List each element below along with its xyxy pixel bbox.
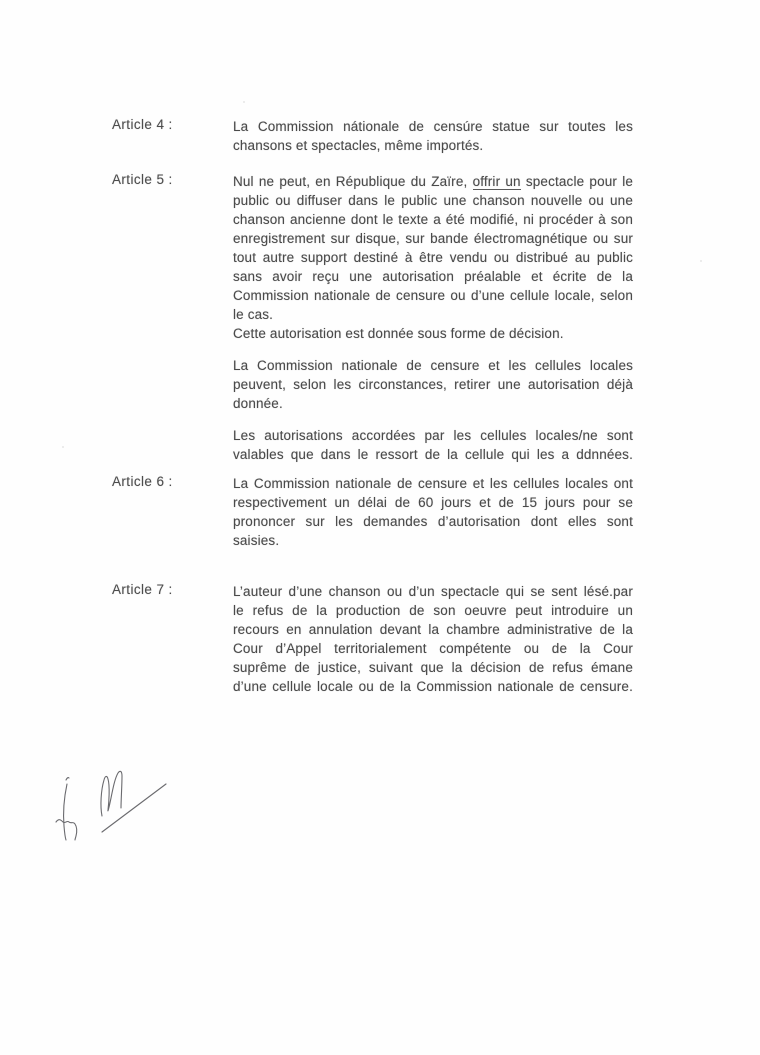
paragraph <box>233 356 633 413</box>
text-line: le refus de la production de son oeuvre peut introduire un <box>233 603 633 618</box>
article-label: Article 7 : <box>112 582 173 597</box>
text-line: sans avoir reçu une autorisation préalable et écrite de la <box>233 269 633 284</box>
text-line: La Commission nationale de censure et les cellules locales ont <box>233 476 633 491</box>
text-line: La Commission nationale de censure et les cellules locales <box>233 358 633 373</box>
article-body <box>233 582 633 709</box>
text-line: recours en annulation devant la chambre administrative de la <box>233 622 633 637</box>
article-label: Article 5 : <box>112 172 173 187</box>
paragraph <box>233 582 633 696</box>
text-line: valables que dans le ressort de la cellule qui les a ddnnées. <box>233 447 633 462</box>
paragraph <box>233 474 633 550</box>
text-line: Les autorisations accordées par les cellules locales/ne sont <box>233 428 633 443</box>
scan-speckle <box>700 260 702 262</box>
article-label: Article 4 : <box>112 117 173 132</box>
text-line: chansons et spectacles, même importés. <box>233 138 484 153</box>
text-line: enregistrement sur disque, sur bande électromagnétique ou sur <box>233 231 633 246</box>
text-line: La Commission nátionale de censúre statue sur toutes les <box>233 119 633 134</box>
text-line: Cette autorisation est donnée sous forme de décision. <box>233 326 564 341</box>
text-line: Commission nationale de censure ou d’une cellule locale, selon <box>233 288 633 303</box>
article-body <box>233 117 633 168</box>
text-line: chanson ancienne dont le texte a été modifié, ni procéder à son <box>233 212 633 227</box>
paragraph <box>233 426 633 464</box>
paragraph <box>233 117 633 155</box>
paragraph <box>233 172 633 343</box>
text-line: respectivement un délai de 60 jours et de 15 jours pour se <box>233 495 633 510</box>
underlined-text: offrir un <box>472 174 521 189</box>
signature-initials-icon <box>42 758 192 878</box>
text-line: saisies. <box>233 533 280 548</box>
text-line: Cour d’Appel territorialement compétente ou de la Cour <box>233 641 633 656</box>
text-line: prononcer sur les demandes d’autorisation dont elles sont <box>233 514 633 529</box>
text-line: Nul ne peut, en République du Zaïre, offrir un spectacle pour le <box>233 174 634 189</box>
text-line: suprême de justice, suivant que la décision de refus émane <box>233 660 633 675</box>
text-line: L’auteur d’une chanson ou d’un spectacle qui se sent lésé.par <box>233 584 633 599</box>
text-line: tout autre support destiné à être vendu ou distribué au public <box>233 250 633 265</box>
article-body <box>233 474 633 563</box>
scan-speckle <box>62 446 64 448</box>
scan-speckle <box>243 101 245 103</box>
text-line: public ou diffuser dans le public une chanson nouvelle ou une <box>233 193 633 208</box>
text-line: peuvent, selon les circonstances, retirer une autorisation déjà <box>233 377 633 392</box>
text-line: d’une cellule locale ou de la Commission nationale de censure. <box>233 679 633 694</box>
article-body <box>233 172 633 477</box>
text-line: donnée. <box>233 396 283 411</box>
article-label: Article 6 : <box>112 474 173 489</box>
text-line: le cas. <box>233 307 274 322</box>
